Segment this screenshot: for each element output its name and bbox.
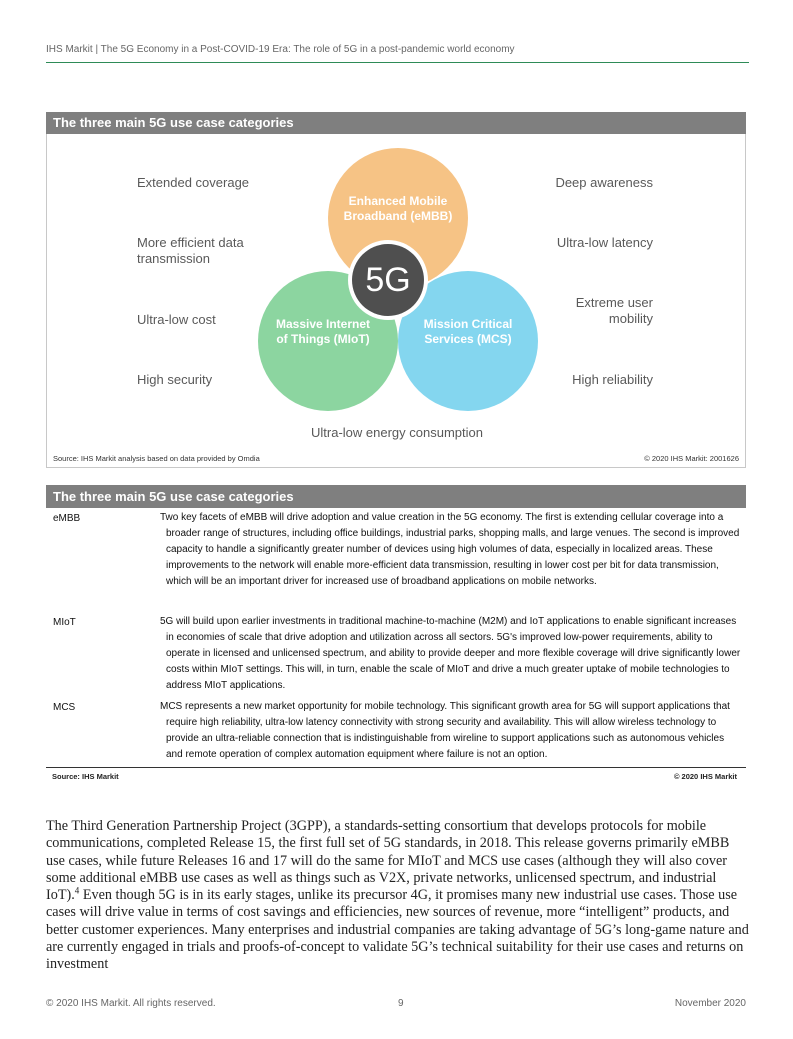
row-key-mcs: MCS (53, 702, 76, 713)
label-ultra-low-cost: Ultra-low cost (137, 312, 216, 327)
figure-frame (46, 134, 746, 468)
row-key-miot: MIoT (53, 617, 76, 628)
figure-title: The three main 5G use case categories (46, 112, 746, 134)
label-ultra-low-energy: Ultra-low energy consumption (311, 425, 483, 440)
footer-date: November 2020 (674, 998, 746, 1009)
table-source: Source: IHS Markit (52, 772, 119, 781)
label-high-security: High security (137, 372, 213, 387)
label-extreme-mobility: Extreme user mobility (575, 295, 653, 326)
row-text-mcs-body: MCS represents a new market opportunity for mobile technology. This significant growth area for 5G will support applications that require high reliability, ultra-low latency connectivity with strong security and availability. This will allow wireless technology to provide an ultra-reliable connection that is indistinguishable from wireline to support applications such as autonomous vehicles and remote operation of complex automation equipment where failure is not an option. (160, 701, 730, 760)
mcs-label: Mission Critical Services (MCS) (423, 317, 513, 346)
label-high-reliability: High reliability (572, 372, 653, 387)
header-rule (46, 62, 749, 63)
embb-label: Enhanced Mobile Broadband (eMBB) (343, 194, 453, 223)
row-text-embb-body: Two key facets of eMBB will drive adoption and value creation in the 5G economy. The first is extending cellular coverage into a broader range of structures, including office buildings, industrial parks, shopping malls, and large venues. The second is improved capacity to handle a significantly greater number of devices using high volumes of data, especially in localized areas. These improvements to the network will enable more-efficient data transmission, resulting in lower cost per bit for data transmission, which will be an important driver for increased use of broadband applications on mobile networks. (160, 512, 740, 587)
row-text-embb (160, 510, 742, 590)
footnote-ref[interactable]: 4 (74, 885, 80, 896)
label-deep-awareness: Deep awareness (555, 175, 653, 190)
body-text-part1: The Third Generation Partnership Project (3GPP), a standards-setting consortium that develops protocols for mobile communications, completed Release 15, the first full set of 5G standards, in 2018. This release governs primarily eMBB use cases, while future Releases 16 and 17 will do the same for MIoT and MCS use cases (although they will also cover some additional eMBB use cases as well as things such as V2X, private networks, unlicensed spectrum, and industrial IoT). (46, 818, 730, 904)
center-5g-label: 5G (365, 261, 411, 299)
figure-copyright: © 2020 IHS Markit: 2001626 (644, 454, 739, 463)
row-text-mcs (160, 699, 742, 763)
footer-copyright: © 2020 IHS Markit. All rights reserved. (46, 998, 216, 1009)
table-copyright: © 2020 IHS Markit (673, 772, 737, 781)
table-bottom-rule (46, 767, 746, 768)
page-number: 9 (398, 998, 404, 1009)
row-text-miot (160, 614, 742, 694)
figure-source: Source: IHS Markit analysis based on data provided by Omdia (53, 454, 260, 463)
label-ultra-low-latency: Ultra-low latency (556, 235, 653, 250)
miot-label: Massive Internet of Things (MIoT) (275, 317, 371, 346)
label-extended-coverage: Extended coverage (137, 175, 250, 190)
label-efficient-transmission: More efficient data transmission (137, 235, 244, 266)
table-title: The three main 5G use case categories (46, 485, 746, 508)
body-paragraph (46, 818, 751, 974)
running-header: IHS Markit | The 5G Economy in a Post-COVID-19 Era: The role of 5G in a post-pandemic world economy (46, 44, 515, 55)
row-key-embb: eMBB (53, 513, 81, 524)
body-text-part2: Even though 5G is in its early stages, unlike its precursor 4G, it promises many new industrial use cases. Those use cases will drive value in terms of cost savings and efficiencies, new sources of revenue, more “intelligent” products, and better customer experiences. Many enterprises and industrial companies are taking advantage of 5G’s long-game nature and are currently engaged in trials and proofs-of-concept to validate 5G’s technical suitability for their use cases and returns on investment (46, 887, 749, 973)
row-text-miot-body: 5G will build upon earlier investments in traditional machine-to-machine (M2M) and IoT applications to enable significant increases in economies of scale that drive adoption and utilization across all sectors. 5G's improved low-power requirements, ability to operate in licensed and unlicensed spectrum, and ability to provide deeper and more flexible coverage will drive significantly lower costs within MIoT settings. This will, in turn, enable the scale of MIoT and drive a much greater uptake of mobile technologies to address MIoT applications. (160, 616, 741, 691)
